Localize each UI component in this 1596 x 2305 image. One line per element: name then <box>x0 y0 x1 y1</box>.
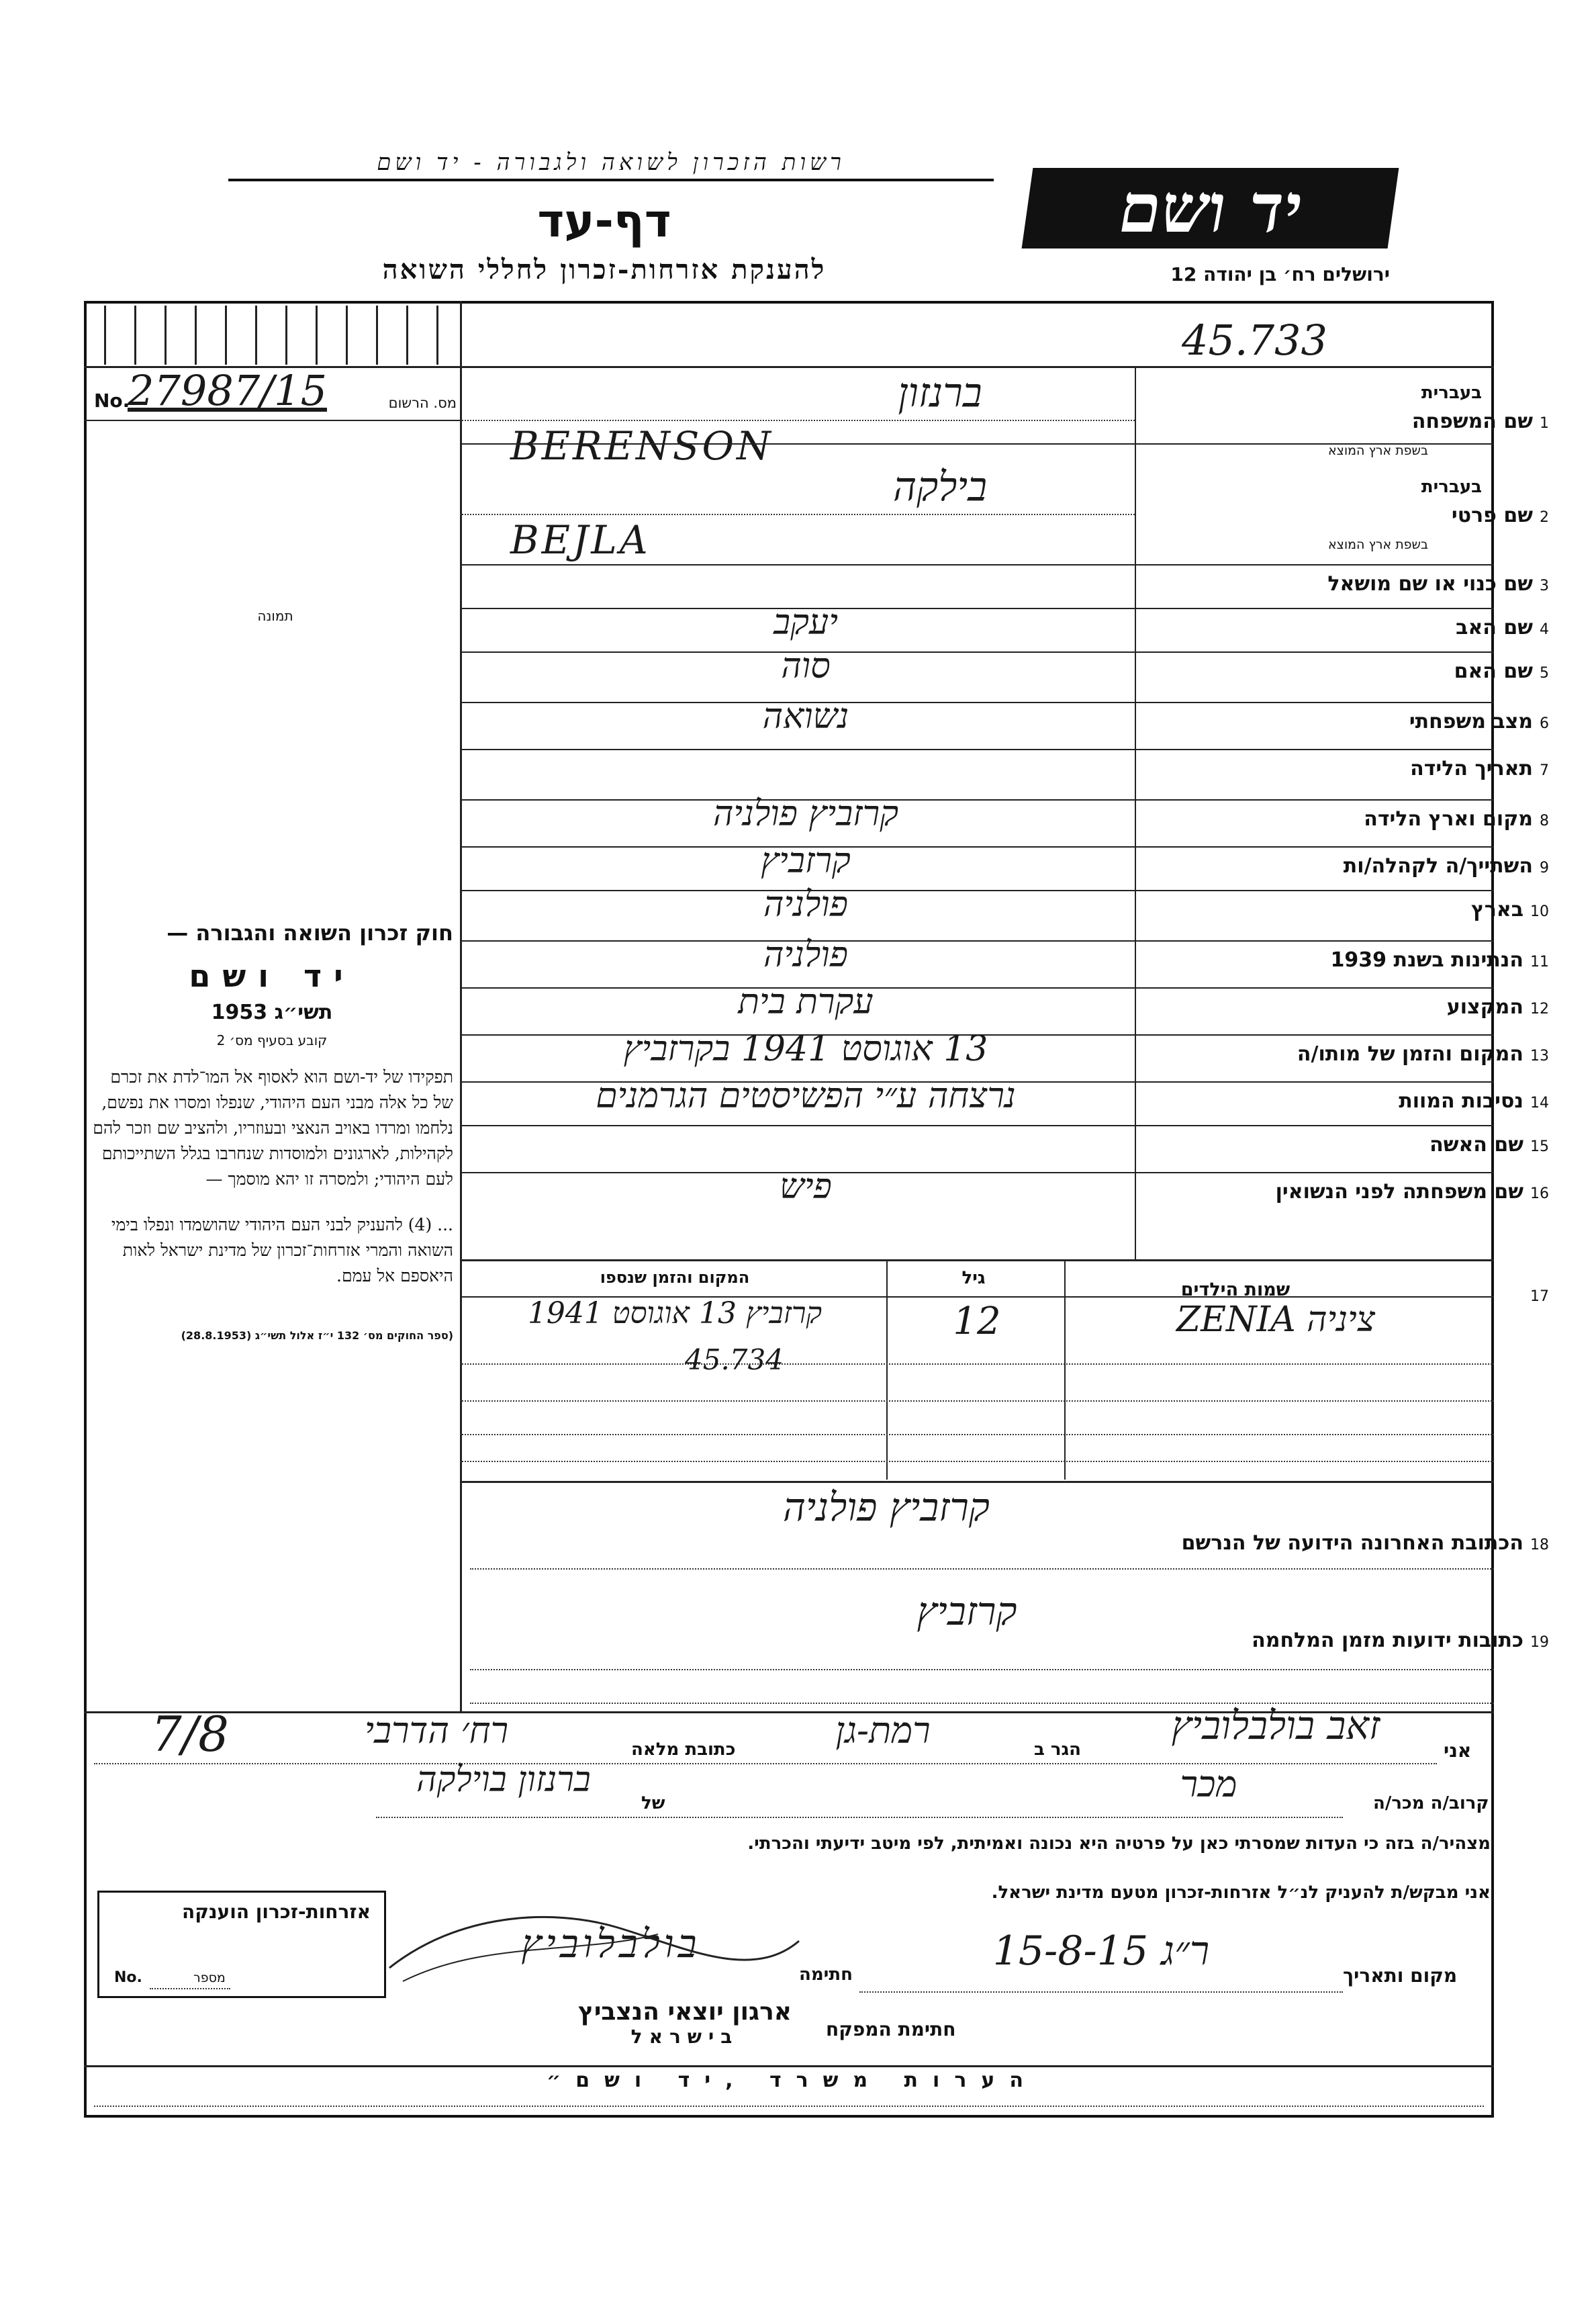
field-12-label: 12המקצוע <box>1446 995 1549 1019</box>
child-ref-number: 45.734 <box>685 1343 784 1376</box>
field-3-label: 3שם כנוי או שם מושאל <box>1327 572 1549 596</box>
field-5-value: סוה <box>781 646 831 686</box>
child-name: ציניה ZENIA <box>1176 1300 1376 1340</box>
place-date-value: ר״ג 15-8-15 <box>992 1928 1210 1975</box>
children-top-line <box>460 1259 1494 1261</box>
left-column-divider <box>460 301 462 1711</box>
signature-label: חתימה <box>799 1964 853 1985</box>
stamp-line-2: בישראל <box>630 2026 739 2048</box>
top-authority-line: רשות הזכרון לשואה ולגבורה - יד ושם <box>228 149 994 181</box>
field-14-label: 14נסיבות המוות <box>1399 1089 1549 1113</box>
field-19-value: קרזביץ <box>917 1588 1017 1634</box>
signature-value: בולבלוביץ <box>521 1921 701 1967</box>
field-5-label: 5שם האם <box>1454 660 1549 683</box>
field-15-label: 15שם האשה <box>1429 1133 1549 1157</box>
field-4-label: 4שם האב <box>1456 616 1549 639</box>
field-13-value: 13 אוגוסט 1941 בקרזביץ <box>623 1029 988 1069</box>
form-title: דף-עד <box>537 195 671 248</box>
child-place-date: קרזביץ 13 אוגוסט 1941 <box>527 1296 823 1330</box>
request-text: אני מבקש/ת להעניק לנ״ל אזרחות-זכרון מטעם מדינת ישראל. <box>991 1883 1491 1903</box>
children-col-divider-2 <box>1064 1261 1066 1480</box>
field-11-label: 11הנתינות בשנת 1939 <box>1330 948 1549 972</box>
relation-value: מכר <box>1180 1763 1237 1805</box>
law-body: תפקידו של יד-ושם הוא לאסוף אל המו־לדת את זכרם של כל אלה מבני העם היהודי, שנפלו ומסרו את נפשם, נלחמו ומרדו באויב הנאצי ובעוזריו, ולהציב שם וזכר להם לקהילות, לארגונים ולמוסדות שנחרבו בגלל השתייכותם לעם היהודי; ולמסרה זו יהא מוסמך — <box>93 1067 453 1189</box>
field-10-label: 10בארץ <box>1470 898 1549 921</box>
signature-flourish <box>376 1901 806 1995</box>
office-box-title: אזרחות-זכרון הוענקה <box>182 1901 371 1923</box>
field-14-value: נרצחה ע״י הפשיסטים הגרמנים <box>596 1076 1016 1116</box>
field-6-value: נשואה <box>762 696 849 737</box>
field-2-value-origin: BEJLA <box>510 517 651 563</box>
children-row-line <box>460 1434 1494 1435</box>
children-row-line <box>460 1461 1494 1462</box>
place-date-label: מקום ותאריך <box>1343 1964 1458 1987</box>
declarant-ani: אני <box>1444 1739 1472 1762</box>
field-2-mid-line <box>460 514 1135 515</box>
field-1-sub-hebrew: בעברית <box>1421 383 1482 403</box>
stamp-line-1: ארגון יוצאי הנצביץ <box>578 1998 792 2026</box>
declarant-address: רח׳ הדרבי <box>364 1709 509 1752</box>
field-19-label: 19כתובות ידועות מזמן המלחמה <box>1252 1629 1549 1652</box>
field-12-value: עקרת בית <box>738 982 874 1022</box>
top-strip-cells <box>104 306 460 365</box>
field-4-value: יעקב <box>773 602 838 643</box>
declarant-city: רמת-גן <box>835 1709 931 1752</box>
declarant-apartment: 7/8 <box>151 1706 229 1762</box>
registration-label: מס. הרשום <box>388 395 457 411</box>
field-2-row-line <box>460 564 1494 566</box>
place-date-line <box>859 1991 1343 1993</box>
relative-label: קרוב/ה מכר/ה <box>1373 1793 1489 1813</box>
children-row-line <box>460 1363 1494 1365</box>
children-col-divider-1 <box>886 1261 888 1480</box>
registration-number: 27987/15 <box>128 366 328 415</box>
field-14-row-line <box>460 1125 1494 1126</box>
law-name: יד ושם <box>189 958 355 994</box>
full-address-label: כתובת מלאה <box>631 1739 736 1760</box>
law-body-clause-4: ... (4) להעניק לבני העם היהודי שהושמדו ונפלו בימי השואה והמרי אזרחות־זכרון של מדינת ישראל לאות היאספם אל עמם. <box>111 1215 453 1285</box>
address-line: ירושלים רח׳ בן יהודה 12 <box>1170 263 1390 285</box>
children-col-age: גיל <box>961 1268 986 1288</box>
yad-vashem-logo <box>1022 168 1399 248</box>
file-number: 45.733 <box>1182 316 1327 365</box>
field-1-sub-origin: בשפת ארץ המוצא <box>1327 443 1428 458</box>
field-8-value: קרזביץ פולניה <box>712 794 899 834</box>
office-box-line <box>150 1988 230 1989</box>
office-box-number-label: מספר <box>193 1971 226 1985</box>
field-16-value: פיש <box>780 1167 832 1207</box>
children-col-place: המקום והזמן שנספו <box>600 1268 750 1287</box>
of-label: של <box>641 1793 665 1813</box>
field-2-sub-hebrew: בעברית <box>1421 477 1482 497</box>
law-heading: חוק זכרון השואה והגבורה — <box>167 920 453 946</box>
law-clause: קובע בסעיף מס׳ 2 <box>216 1032 328 1048</box>
field-18-line <box>470 1568 1494 1570</box>
field-2-sub-origin: בשפת ארץ המוצא <box>1327 537 1428 552</box>
field-9-value: קרזביץ <box>761 841 851 881</box>
field-6-label: 6מצב משפחתי <box>1409 710 1549 733</box>
declarant-name: זאב בולבלוביץ <box>1171 1703 1380 1748</box>
children-section-num: 17 <box>1530 1288 1549 1305</box>
registration-underline <box>84 420 460 421</box>
field-8-label: 8מקום וארץ הלידה <box>1364 807 1549 831</box>
field-18-value: קרזביץ פולניה <box>783 1484 990 1530</box>
field-2-value-hebrew: בילקה <box>893 463 987 510</box>
form-subtitle: להענקת אזרחות-זכרון לחללי השואה <box>382 254 827 285</box>
stamp <box>510 1998 859 2048</box>
field-18-label: 18הכתובת האחרונה הידועה של הנרשם <box>1181 1531 1549 1555</box>
statement-text: מצהיר/ה בזה כי העדות שמסרתי כאן על פרטיה היא נכונה ואמיתית, לפי מיטב ידיעתי והכרתי. <box>747 1834 1491 1854</box>
field-1-value-hebrew: ברנזון <box>898 369 982 416</box>
field-2-label: 2שם פרטי <box>1451 504 1549 527</box>
declarant-line-2 <box>376 1817 1343 1818</box>
field-1-row-line <box>460 443 1494 445</box>
field-10-value: פולניה <box>763 885 848 925</box>
law-year: תשי״ג 1953 <box>211 1001 333 1024</box>
office-notes: הערות משרד ,יד ושם״ <box>546 2069 1039 2092</box>
office-box-no: No. <box>114 1969 142 1986</box>
field-1-label: 1שם המשפחה <box>1411 410 1549 433</box>
field-7-label: 7תאריך הלידה <box>1410 757 1549 780</box>
photo-label: תמונה <box>257 608 293 624</box>
notes-line <box>94 2106 1484 2107</box>
logo-text: יד ושם <box>1119 169 1302 248</box>
field-1-mid-line <box>460 420 1135 421</box>
law-citation: (ספר החוקים מס׳ 132 י״ז אלול תשי״ג (28.8.1953) <box>181 1329 453 1342</box>
of-name-value: ברנזון בוילקה <box>416 1760 591 1800</box>
children-col-names: שמות הילדים <box>1180 1279 1290 1300</box>
field-13-label: 13המקום והזמן של מותו/ה <box>1297 1042 1549 1066</box>
children-row-line <box>460 1400 1494 1402</box>
field-9-label: 9השתייך/ה לקהלה/ות <box>1343 854 1549 878</box>
children-bottom-line <box>460 1481 1494 1483</box>
child-age: 12 <box>953 1300 1001 1343</box>
field-1-value-origin: BERENSON <box>510 423 773 469</box>
field-16-label: 16שם משפחתה לפני הנשואין <box>1275 1180 1549 1204</box>
registration-no-prefix: No. <box>94 390 130 412</box>
footer-top-line <box>84 2065 1494 2067</box>
field-19-line <box>470 1669 1494 1670</box>
declarant-resides-label: הגר ב <box>1034 1739 1082 1760</box>
field-11-value: פולניה <box>763 935 848 975</box>
field-6-row-line <box>460 749 1494 750</box>
verifier-label: חתימת המפקח <box>826 2018 956 2040</box>
law-excerpt <box>91 920 453 1342</box>
office-grant-box <box>97 1891 386 1998</box>
